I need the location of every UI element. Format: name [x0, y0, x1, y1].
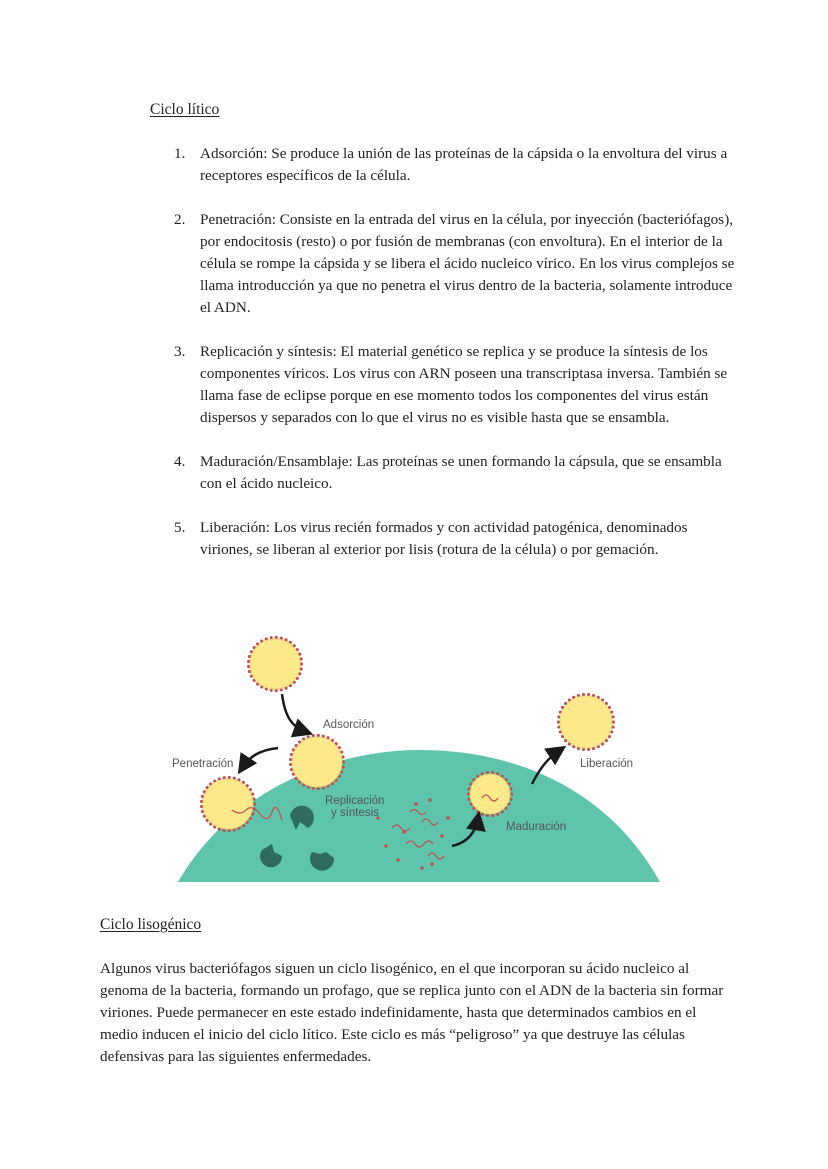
- virus-penetration: [200, 776, 256, 832]
- step-number: 1.: [174, 145, 186, 162]
- step-liberacion: [174, 517, 744, 561]
- virus-release: [557, 693, 615, 751]
- label-replicacion-1: Replicación: [325, 795, 385, 807]
- step-text: Maduración/Ensamblaje: Las proteínas se unen formando la cápsula, que se ensambla con el ácido nucleico.: [200, 453, 722, 492]
- arrow-adsorcion: [282, 694, 306, 732]
- virus-adsorption-top: [247, 636, 303, 692]
- arrow-penetracion: [242, 748, 278, 768]
- step-maduracion: [174, 451, 744, 495]
- step-number: 4.: [174, 453, 186, 470]
- step-penetracion: [174, 209, 744, 319]
- step-number: 2.: [174, 211, 186, 228]
- label-maduracion: Maduración: [506, 821, 567, 833]
- label-liberacion: Liberación: [580, 758, 634, 770]
- step-number: 5.: [174, 519, 186, 536]
- step-replicacion: [174, 341, 744, 429]
- step-number: 3.: [174, 343, 186, 360]
- step-text: Penetración: Consiste en la entrada del virus en la célula, por inyección (bacteriófagos), por endocitosis (resto) o por fusión de membranas (con envoltura). En el interior de la célula se rompe la cápsida y se libera el ácido nucleico vírico. En los virus complejos se llama introducción ya que no penetra el virus dentro de la bacteria, solamente introduce el ADN.: [200, 211, 735, 316]
- lytic-cycle-diagram: [160, 632, 680, 890]
- step-text: Replicación y síntesis: El material genético se replica y se produce la síntesis de los componentes víricos. Los virus con ARN poseen una transcriptasa inversa. También se llama fase de eclipse porque en ese momento todos los componentes del virus están dispersos y separados con lo que el virus no es visible hasta que se ensambla.: [200, 343, 728, 426]
- step-text: Liberación: Los virus recién formados y con actividad patogénica, denominados viriones, se liberan al exterior por lisis (rotura de la célula) o por gemación.: [200, 519, 688, 558]
- label-adsorcion: Adsorción: [323, 719, 375, 731]
- lytic-steps-list: [174, 143, 744, 583]
- step-text: Adsorción: Se produce la unión de las proteínas de la cápsida o la envoltura del virus a receptores específicos de la célula.: [200, 145, 728, 184]
- lytic-cycle-heading: Ciclo lítico: [150, 101, 220, 118]
- lysogenic-paragraph: Algunos virus bacteriófagos siguen un ciclo lisogénico, en el que incorporan su ácido nucleico al genoma de la bacteria, formando un profago, que se replica junto con el ADN de la bacteria sin formar viriones. Puede permanecer en este estado indefinidamente, hasta que determinados cambios en el medio inducen el inicio del ciclo lítico. Este ciclo es más “peligroso” ya que destruye las células defensivas para las siguientes enfermedades.: [100, 960, 724, 1065]
- step-adsorcion: [174, 143, 744, 187]
- label-replicacion-2: y síntesis: [331, 807, 379, 819]
- lysogenic-cycle-heading: Ciclo lisogénico: [100, 916, 202, 933]
- label-penetracion: Penetración: [172, 758, 234, 770]
